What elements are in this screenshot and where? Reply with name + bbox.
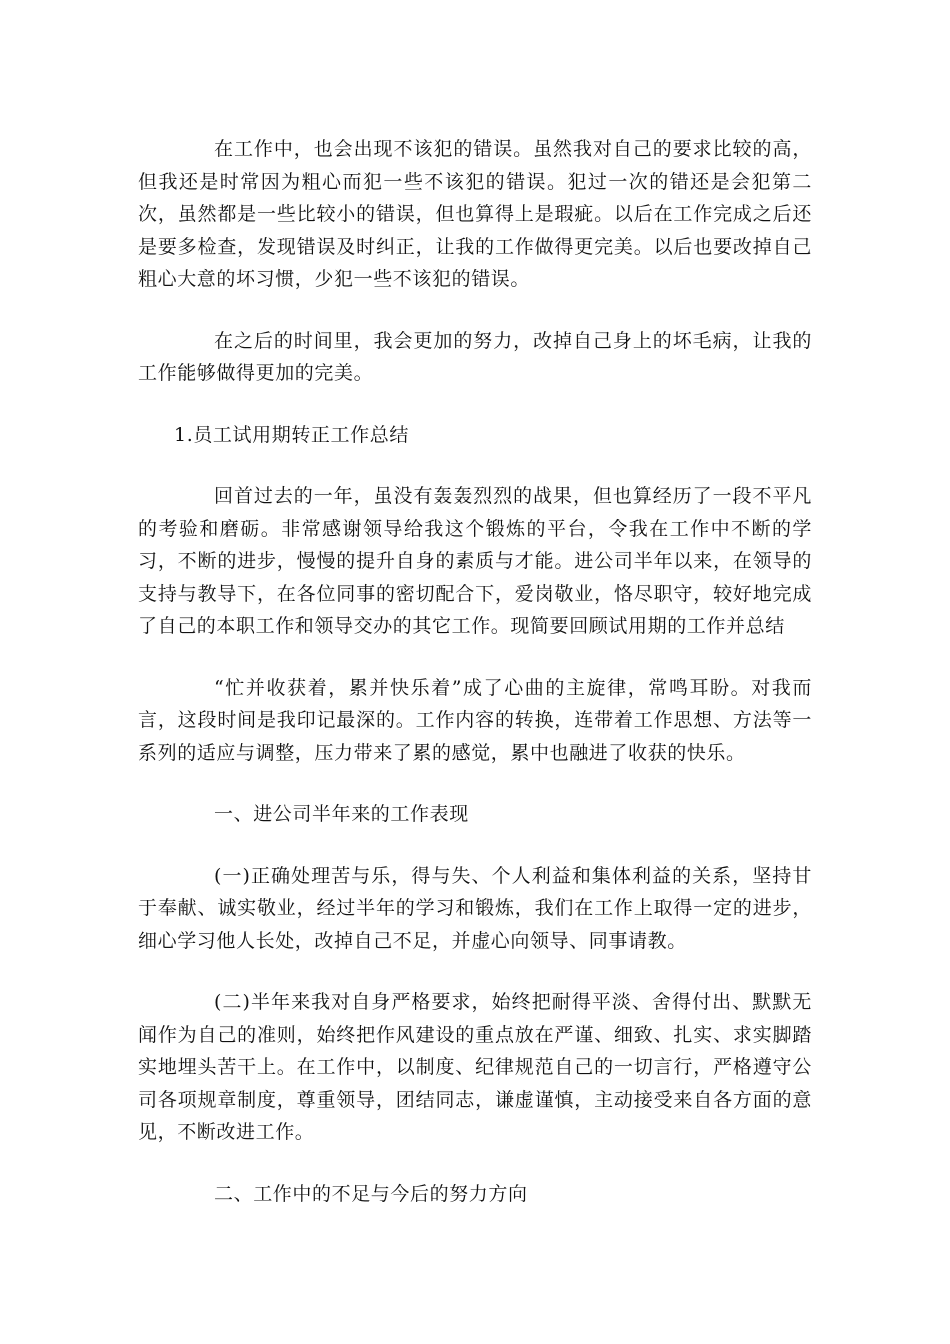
- paragraph-looking-back: 回首过去的一年，虽没有轰轰烈烈的战果，但也算经历了一段不平凡的考验和磨砺。非常感谢领导给我这个锻炼的平台，令我在工作中不断的学习，不断的进步，慢慢的提升自身的素质与才能。进公司半年以来，在领导的支持与教导下，在各位同事的密切配合下，爱岗敬业，恪尽职守，较好地完成了自己的本职工作和领导交办的其它工作。现简要回顾试用期的工作并总结: [138, 485, 812, 637]
- paragraph-mistakes: 在工作中，也会出现不该犯的错误。虽然我对自己的要求比较的高，但我还是时常因为粗心而犯一些不该犯的错误。犯过一次的错还是会犯第二次，虽然都是一些比较小的错误，但也算得上是瑕疵。以后在工作完成之后还是要多检查，发现错误及时纠正，让我的工作做得更完美。以后也要改掉自己粗心大意的坏习惯，少犯一些不该犯的错误。: [138, 138, 812, 290]
- paragraph-future-effort: 在之后的时间里，我会更加的努力，改掉自己身上的坏毛病，让我的工作能够做得更加的完美。: [138, 329, 812, 384]
- heading-shortcomings: 二、工作中的不足与今后的努力方向: [214, 1182, 528, 1205]
- document-body: [138, 133, 812, 1239]
- section-title-probation-summary: 1.员工试用期转正工作总结: [174, 423, 409, 446]
- heading-work-performance: 一、进公司半年来的工作表现: [214, 803, 469, 825]
- paragraph-point-one: (一)正确处理苦与乐，得与失、个人利益和集体利益的关系，坚持甘于奉献、诚实敬业，经过半年的学习和锻炼，我们在工作上取得一定的进步，细心学习他人长处，改掉自己不足，并虚心向领导、同事请教。: [138, 864, 812, 952]
- paragraph-point-two: (二)半年来我对自身严格要求，始终把耐得平淡、舍得付出、默默无闻作为自己的准则，始终把作风建设的重点放在严谨、细致、扎实、求实脚踏实地埋头苦干上。在工作中，以制度、纪律规范自己的一切言行，严格遵守公司各项规章制度，尊重领导，团结同志，谦虚谨慎，主动接受来自各方面的意见，不断改进工作。: [138, 991, 812, 1143]
- paragraph-busy-and-happy: “忙并收获着，累并快乐着”成了心曲的主旋律，常鸣耳盼。对我而言，这段时间是我印记最深的。工作内容的转换，连带着工作思想、方法等一系列的适应与调整，压力带来了累的感觉，累中也融进了收获的快乐。: [138, 676, 812, 764]
